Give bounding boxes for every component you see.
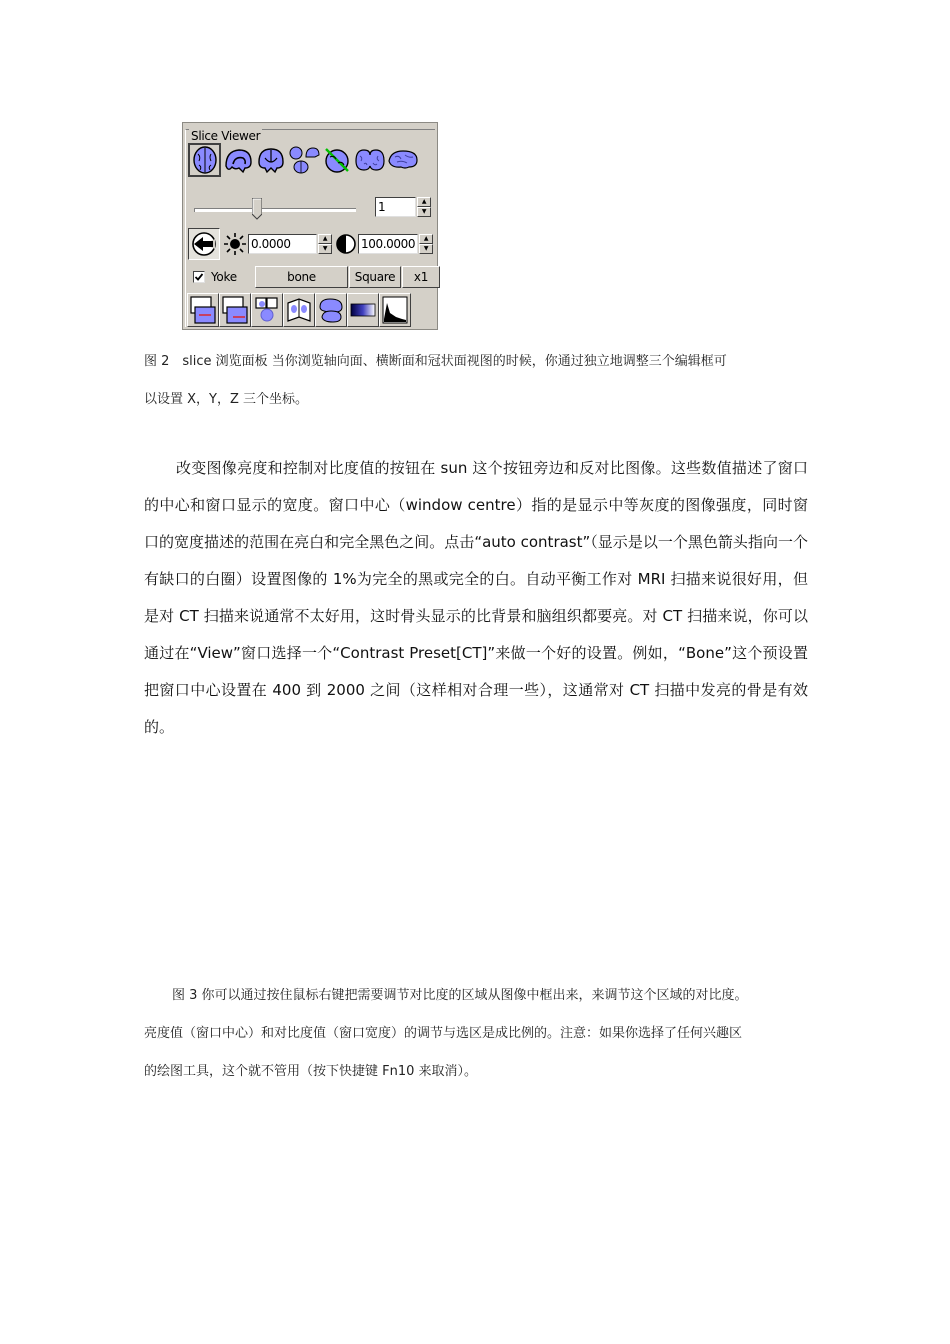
histogram-icon xyxy=(381,295,409,325)
caption-3-line-1: 图 3 你可以通过按住鼠标右键把需要调节对比度的区域从图像中框出来，来调节这个区域的对比度。 xyxy=(172,988,748,1003)
options-row xyxy=(193,266,440,288)
contrast-down-button[interactable] xyxy=(419,244,433,254)
slice-spin-buttons xyxy=(417,197,431,217)
brightness-up-button[interactable] xyxy=(318,234,332,244)
slice-viewer-group xyxy=(185,129,435,327)
yoke-checkbox[interactable] xyxy=(193,271,205,283)
brain-axial-icon xyxy=(191,145,219,175)
roi-button[interactable] xyxy=(251,293,283,327)
brightness-down-button[interactable] xyxy=(318,244,332,254)
slice-spin-edit xyxy=(375,197,431,217)
oblique-view-button[interactable] xyxy=(320,143,353,177)
auto-contrast-button[interactable] xyxy=(188,228,220,260)
tools-row xyxy=(187,293,411,327)
view-toolbar xyxy=(188,143,419,177)
color-scale-button[interactable] xyxy=(347,293,379,327)
contrast-up-button[interactable] xyxy=(419,234,433,244)
arrow-up-icon: ▲ xyxy=(322,235,328,242)
checkmark-icon xyxy=(194,272,204,282)
caption-3-line-3: 的绘图工具，这个就不管用（按下快捷键 Fn10 来取消）。 xyxy=(144,1064,478,1079)
render-button[interactable] xyxy=(315,293,347,327)
arrow-up-icon: ▲ xyxy=(421,198,427,205)
multiplanar-view-button[interactable] xyxy=(287,143,320,177)
axial-view-button[interactable] xyxy=(188,143,221,177)
body-paragraph: 改变图像亮度和控制对比度值的按钮在 sun 这个按钮旁边和反对比图像。这些数值描述了窗口的中心和窗口显示的宽度。窗口中心（window centre）指的是显示中等灰度的图像强度，同时窗口的宽度描述的范围在亮白和完全黑色之间。点击“auto contrast”（显示是以一个黑色箭头指向一个有缺口的白圈）设置图像的 1%为完全的黑或完全的白。自动平衡工作对 MRI 扫描来说很好用，但是对 CT 扫描来说通常不太好用，这时骨头显示的比背景和脑组织都要亮。对 CT 扫描来说，你可以通过在“View”窗口选择一个“Contrast Preset[CT]”来做一个好的设置。例如，“Bone”这个预设置把窗口中心设置在 400 到 2000 之间（这样相对合理一些），这通常对 CT 扫描中发亮的骨是有效的。 xyxy=(144,459,808,736)
slice-viewer-panel xyxy=(182,122,438,330)
slice-slider-track[interactable] xyxy=(194,208,356,212)
caption-2-line-1: 图 2 slice 浏览面板 当你浏览轴向面、横断面和冠状面视图的时候，你通过独立地调整三个编辑框可 xyxy=(144,354,727,369)
colormap-button[interactable]: bone xyxy=(255,266,348,288)
slice-down-button[interactable] xyxy=(417,207,431,217)
slice-up-button[interactable] xyxy=(417,197,431,207)
arrow-up-icon: ▲ xyxy=(423,235,429,242)
render-side-view-button[interactable] xyxy=(386,143,419,177)
arrow-down-icon: ▼ xyxy=(423,245,429,252)
mosaic-button[interactable] xyxy=(283,293,315,327)
contrast-spin-buttons xyxy=(419,234,433,254)
slice-slider-thumb[interactable] xyxy=(252,198,262,220)
histogram-button[interactable] xyxy=(379,293,411,327)
slice-number-input[interactable]: 1 xyxy=(375,197,416,217)
brightness-spin-buttons xyxy=(318,234,332,254)
auto-contrast-icon xyxy=(191,231,217,257)
arrow-down-icon: ▼ xyxy=(322,245,328,252)
caption-3-line-2: 亮度值（窗口中心）和对比度值（窗口宽度）的调节与选区是成比例的。注意：如果你选择了任何兴趣区 xyxy=(144,1026,743,1041)
overlay-button-1[interactable] xyxy=(187,293,219,327)
sun-brightness-icon[interactable] xyxy=(223,232,247,256)
brain-3d-icon xyxy=(317,295,345,325)
overlay-button-2[interactable] xyxy=(219,293,251,327)
brain-render-front-icon xyxy=(354,147,386,173)
caption-2-line-2: 以设置 X，Y，Z 三个坐标。 xyxy=(144,392,309,407)
coronal-view-button[interactable] xyxy=(254,143,287,177)
overlay-layers-alt-icon xyxy=(221,295,249,325)
brain-coronal-icon xyxy=(256,146,286,174)
gradient-bar-icon xyxy=(349,295,377,325)
shape-button[interactable]: Square xyxy=(349,266,401,288)
figure-3-caption xyxy=(144,977,808,1091)
brain-oblique-icon xyxy=(322,145,352,175)
contrast-input[interactable]: 100.0000 xyxy=(358,234,418,254)
brightness-input[interactable]: 0.0000 xyxy=(248,234,317,254)
figure-2-caption xyxy=(144,343,808,419)
brain-render-side-icon xyxy=(387,149,419,171)
yoke-label: Yoke xyxy=(211,270,237,284)
render-front-view-button[interactable] xyxy=(353,143,386,177)
contrast-row xyxy=(188,228,433,260)
brain-sagittal-icon xyxy=(223,146,253,174)
contrast-icon[interactable] xyxy=(335,233,357,255)
panel-title: Slice Viewer xyxy=(191,129,261,143)
mosaic-book-icon xyxy=(285,295,313,325)
sagittal-view-button[interactable] xyxy=(221,143,254,177)
overlay-layers-icon xyxy=(189,295,217,325)
arrow-down-icon: ▼ xyxy=(421,208,427,215)
roi-circles-icon xyxy=(253,295,281,325)
zoom-button[interactable]: x1 xyxy=(402,266,440,288)
brain-multiplanar-icon xyxy=(288,145,320,175)
